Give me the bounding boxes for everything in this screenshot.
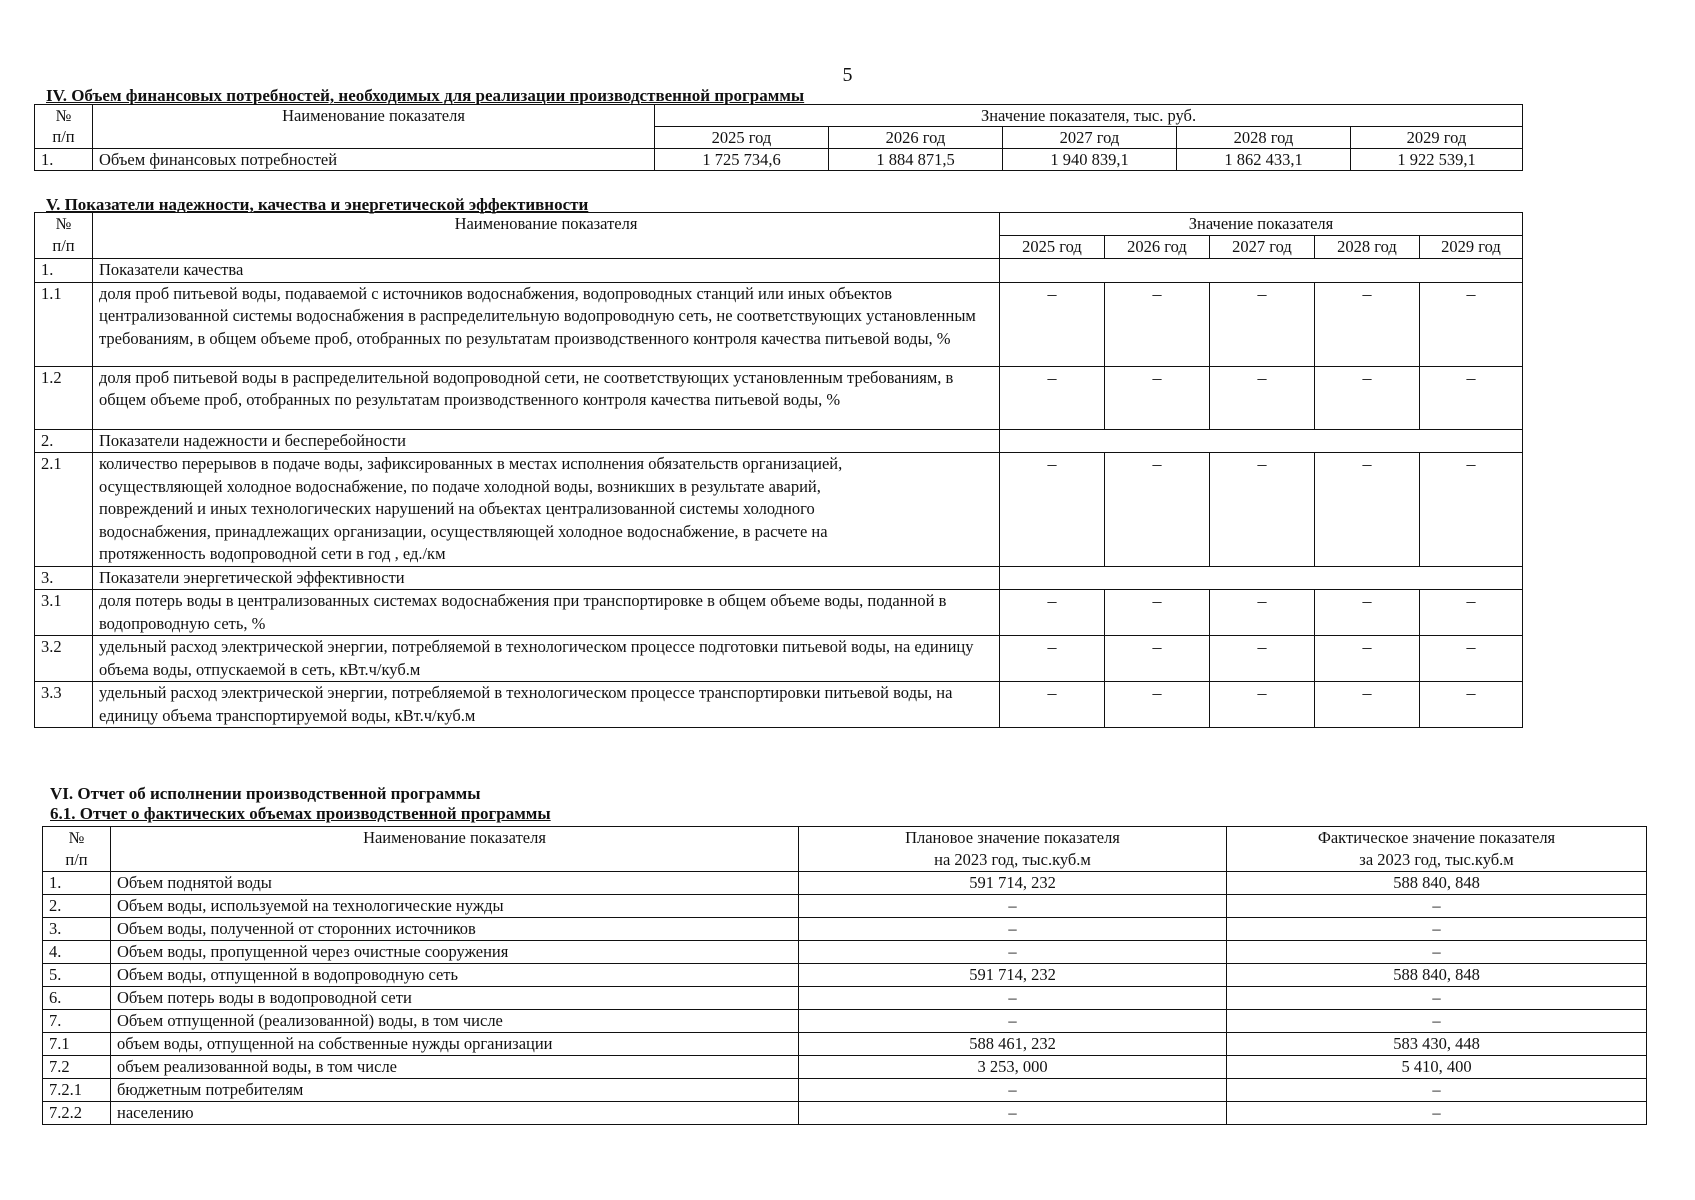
row-name: Объем финансовых потребностей: [93, 149, 655, 171]
row-fact: 588 840, 848: [1227, 964, 1647, 987]
row-fact: –: [1227, 941, 1647, 964]
row-plan: 591 714, 232: [799, 964, 1227, 987]
section6-title: VI. Отчет об исполнении производственной программы: [50, 784, 481, 803]
reliability-indicators-table: [34, 212, 1523, 728]
year-header: 2029 год: [1351, 127, 1523, 149]
empty-cell: [1000, 566, 1523, 590]
row-plan: –: [799, 1102, 1227, 1125]
table-row: [35, 149, 1523, 171]
year-header: 2028 год: [1177, 127, 1351, 149]
row-value: –: [1210, 590, 1315, 636]
row-name: удельный расход электрической энергии, потребляемой в технологическом процессе транспортировки питьевой воды, на единицу объема транспортируемой воды, кВт.ч/куб.м: [93, 682, 1000, 728]
col-value-header: Значение показателя, тыс. руб.: [655, 105, 1523, 127]
page-number: 5: [842, 64, 853, 86]
row-num: 7.2.2: [43, 1102, 111, 1125]
table-row: [43, 1010, 1647, 1033]
row-value: –: [1105, 682, 1210, 728]
year-header: 2029 год: [1420, 236, 1523, 259]
row-name: объем реализованной воды, в том числе: [111, 1056, 799, 1079]
row-name: Объем воды, пропущенной через очистные сооружения: [111, 941, 799, 964]
col-num-header: № п/п: [35, 105, 93, 149]
row-plan: 591 714, 232: [799, 872, 1227, 895]
row-num: 7.2.1: [43, 1079, 111, 1102]
row-name: доля проб питьевой воды, подаваемой с источников водоснабжения, водопроводных станций или иных объектов централизованной системы водоснабжения в распределительную водопроводную сеть, не соответствующих установленным требованиям, в общем объеме проб, отобранных по результатам производственного контроля качества питьевой воды, %: [93, 282, 1000, 366]
row-name: Объем воды, полученной от сторонних источников: [111, 918, 799, 941]
year-header: 2025 год: [1000, 236, 1105, 259]
row-plan: –: [799, 895, 1227, 918]
row-value: –: [1000, 366, 1105, 429]
table-row: [35, 590, 1523, 636]
row-num: 1.1: [35, 282, 93, 366]
row-num: 7.: [43, 1010, 111, 1033]
section4-title: IV. Объем финансовых потребностей, необходимых для реализации производственной программы: [46, 86, 805, 105]
row-plan: –: [799, 1010, 1227, 1033]
table-row: [43, 1056, 1647, 1079]
empty-cell: [1000, 259, 1523, 283]
row-num: 2.: [35, 429, 93, 453]
row-value: –: [1420, 453, 1523, 567]
row-value: –: [1105, 636, 1210, 682]
table-row: [35, 636, 1523, 682]
row-name: Показатели надежности и бесперебойности: [93, 429, 1000, 453]
row-name: доля проб питьевой воды в распределительной водопроводной сети, не соответствующих установленным требованиям, в общем объеме проб, отобранных по результатам производственного контроля качества питьевой воды, %: [93, 366, 1000, 429]
row-value: –: [1000, 590, 1105, 636]
row-name: Объем потерь воды в водопроводной сети: [111, 987, 799, 1010]
row-name: доля потерь воды в централизованных системах водоснабжения при транспортировке в общем объеме воды, поданной в водопроводную сеть, %: [93, 590, 1000, 636]
row-num: 7.2: [43, 1056, 111, 1079]
table-row: [35, 453, 1523, 567]
row-value: –: [1105, 453, 1210, 567]
row-value: –: [1210, 366, 1315, 429]
table-row: [43, 918, 1647, 941]
row-name: Объем поднятой воды: [111, 872, 799, 895]
table-group-row: [35, 259, 1523, 283]
row-num: 2.: [43, 895, 111, 918]
col-num-header: № п/п: [35, 213, 93, 259]
row-num: 3.1: [35, 590, 93, 636]
row-plan: –: [799, 1079, 1227, 1102]
table-row: [43, 941, 1647, 964]
empty-cell: [1000, 429, 1523, 453]
col-fact-header: Фактическое значение показателя за 2023 год, тыс.куб.м: [1227, 827, 1647, 872]
row-fact: 5 410, 400: [1227, 1056, 1647, 1079]
row-value: –: [1315, 636, 1420, 682]
row-name: удельный расход электрической энергии, потребляемой в технологическом процессе подготовки питьевой воды, на единицу объема воды, отпускаемой в сеть, кВт.ч/куб.м: [93, 636, 1000, 682]
row-value: –: [1210, 453, 1315, 567]
row-plan: –: [799, 918, 1227, 941]
row-fact: 588 840, 848: [1227, 872, 1647, 895]
section6-subtitle: 6.1. Отчет о фактических объемах производственной программы: [50, 804, 551, 823]
row-name: объем воды, отпущенной на собственные нужды организации: [111, 1033, 799, 1056]
row-value: –: [1210, 682, 1315, 728]
row-name: Объем воды, используемой на технологические нужды: [111, 895, 799, 918]
row-num: 1.: [35, 259, 93, 283]
row-fact: –: [1227, 918, 1647, 941]
row-value: –: [1000, 282, 1105, 366]
table-row: [43, 895, 1647, 918]
col-name-header: Наименование показателя: [93, 105, 655, 149]
row-num: 3.2: [35, 636, 93, 682]
production-report-table: [42, 826, 1647, 1125]
row-plan: –: [799, 987, 1227, 1010]
row-name: Показатели энергетической эффективности: [93, 566, 1000, 590]
row-value: –: [1105, 590, 1210, 636]
table-row: [35, 682, 1523, 728]
row-num: 5.: [43, 964, 111, 987]
row-name: населению: [111, 1102, 799, 1125]
year-header: 2027 год: [1003, 127, 1177, 149]
row-fact: –: [1227, 1102, 1647, 1125]
year-header: 2028 год: [1315, 236, 1420, 259]
row-value: –: [1420, 366, 1523, 429]
row-value: –: [1420, 590, 1523, 636]
row-name: бюджетным потребителям: [111, 1079, 799, 1102]
row-value: –: [1210, 282, 1315, 366]
table-row: [43, 1079, 1647, 1102]
section5-title: V. Показатели надежности, качества и энергетической эффективности: [46, 195, 589, 214]
row-value: –: [1210, 636, 1315, 682]
year-header: 2026 год: [829, 127, 1003, 149]
table-row: [35, 282, 1523, 366]
row-plan: –: [799, 941, 1227, 964]
row-name: Объем отпущенной (реализованной) воды, в том числе: [111, 1010, 799, 1033]
row-num: 2.1: [35, 453, 93, 567]
row-value: 1 940 839,1: [1003, 149, 1177, 171]
row-value: –: [1420, 282, 1523, 366]
row-value: –: [1315, 366, 1420, 429]
table-row: [35, 366, 1523, 429]
row-value: 1 862 433,1: [1177, 149, 1351, 171]
row-value: –: [1315, 282, 1420, 366]
table-row: [43, 1033, 1647, 1056]
row-num: 1.: [43, 872, 111, 895]
row-value: 1 884 871,5: [829, 149, 1003, 171]
row-num: 1.: [35, 149, 93, 171]
col-name-header: Наименование показателя: [93, 213, 1000, 259]
row-num: 3.3: [35, 682, 93, 728]
row-value: –: [1105, 366, 1210, 429]
year-header: 2027 год: [1210, 236, 1315, 259]
table-row: [43, 872, 1647, 895]
row-value: –: [1315, 453, 1420, 567]
row-fact: –: [1227, 895, 1647, 918]
row-value: –: [1000, 453, 1105, 567]
financial-needs-table: [34, 104, 1523, 171]
row-name: количество перерывов в подаче воды, зафиксированных в местах исполнения обязательств организацией, осуществляющей холодное водоснабжение, по подаче холодной воды, возникших в результате аварий, повреждений и иных технологических нарушений на объектах централизованной системы холодного водоснабжения, принадлежащих организации, осуществляющей холодное водоснабжение, в расчете на протяженность водопроводной сети в год , ед./км: [93, 453, 1000, 567]
row-value: –: [1000, 682, 1105, 728]
row-fact: –: [1227, 1010, 1647, 1033]
year-header: 2025 год: [655, 127, 829, 149]
row-num: 3.: [43, 918, 111, 941]
row-value: –: [1315, 682, 1420, 728]
col-plan-header: Плановое значение показателя на 2023 год, тыс.куб.м: [799, 827, 1227, 872]
row-fact: –: [1227, 1079, 1647, 1102]
row-plan: 3 253, 000: [799, 1056, 1227, 1079]
year-header: 2026 год: [1105, 236, 1210, 259]
row-plan: 588 461, 232: [799, 1033, 1227, 1056]
row-num: 1.2: [35, 366, 93, 429]
col-name-header: Наименование показателя: [111, 827, 799, 872]
row-num: 4.: [43, 941, 111, 964]
row-name: Объем воды, отпущенной в водопроводную сеть: [111, 964, 799, 987]
table-row: [43, 1102, 1647, 1125]
table-row: [43, 987, 1647, 1010]
row-name: Показатели качества: [93, 259, 1000, 283]
row-value: –: [1315, 590, 1420, 636]
table-group-row: [35, 429, 1523, 453]
table-group-row: [35, 566, 1523, 590]
row-num: 7.1: [43, 1033, 111, 1056]
row-fact: 583 430, 448: [1227, 1033, 1647, 1056]
col-value-header: Значение показателя: [1000, 213, 1523, 236]
col-num-header: № п/п: [43, 827, 111, 872]
row-value: 1 725 734,6: [655, 149, 829, 171]
row-value: 1 922 539,1: [1351, 149, 1523, 171]
row-fact: –: [1227, 987, 1647, 1010]
row-value: –: [1420, 682, 1523, 728]
table-row: [43, 964, 1647, 987]
row-value: –: [1105, 282, 1210, 366]
row-num: 3.: [35, 566, 93, 590]
row-value: –: [1420, 636, 1523, 682]
row-value: –: [1000, 636, 1105, 682]
row-num: 6.: [43, 987, 111, 1010]
